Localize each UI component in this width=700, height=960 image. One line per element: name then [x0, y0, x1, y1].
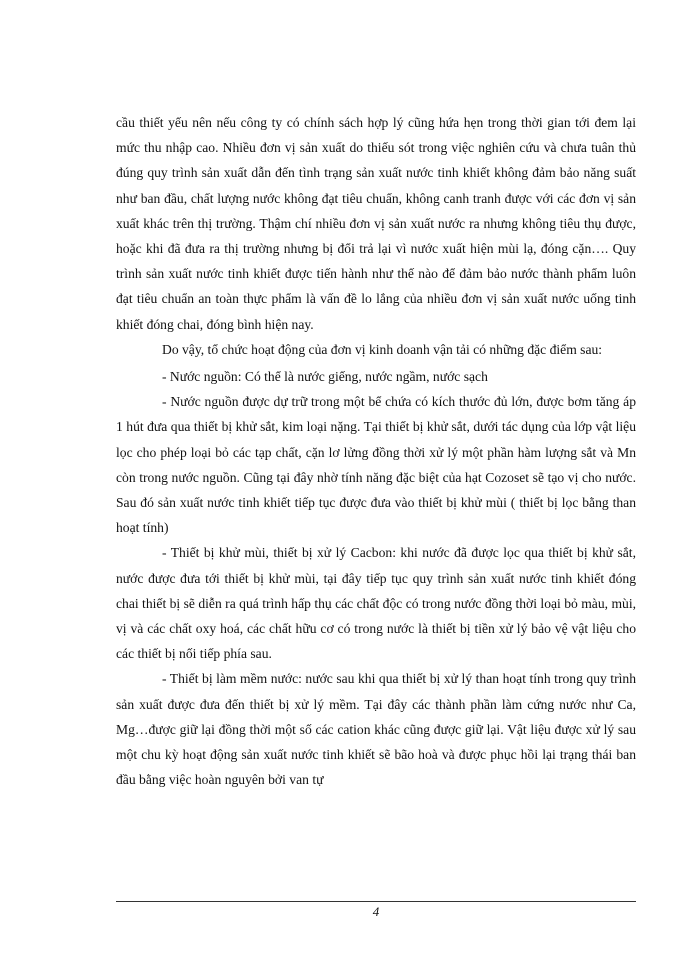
page-number: 4	[372, 904, 380, 919]
paragraph-business-context: cầu thiết yếu nên nếu công ty có chính sách hợp lý cũng hứa hẹn trong thời gian tới đem lại mức thu nhập cao. Nhiều đơn vị sản xuất do thiếu sót trong việc nghiên cứu và chưa tuân thủ đúng quy trình sản xuất dẫn đến tình trạng sản xuất nước tinh khiết không đảm bảo năng suất như ban đầu, chất lượng nước không đạt tiêu chuẩn, không canh tranh được với các đơn vị sản xuất khác trên thị trường. Thậm chí nhiều đơn vị sản xuất nước ra nhưng không tiêu thụ được, hoặc khi đã đưa ra thị trường nhưng bị đổi trả lại vì nước xuất hiện mùi lạ, đóng cặn…. Quy trình sản xuất nước tinh khiết được tiến hành như thế nào để đảm bảo nước thành phẩm luôn đạt tiêu chuẩn an toàn thực phẩm là vấn đề lo lắng của nhiều đơn vị sản xuất nước uống tinh khiết đóng chai, đóng bình hiện nay.	[116, 115, 636, 332]
paragraph-softener: - Thiết bị làm mềm nước: nước sau khi qua thiết bị xử lý than hoạt tính trong quy trình sản xuất được đưa đến thiết bị xử lý mềm. Tại đây các thành phần làm cứng nước như Ca, Mg…được giữ lại đồng thời một số các cation khác cũng được giữ lại. Vật liệu được xử lý sau một chu kỳ hoạt động sản xuất nước tinh khiết sẽ bão hoà và được phục hồi lại trạng thái ban đầu bằng việc hoàn nguyên bởi van tự	[116, 671, 636, 788]
footer-divider	[116, 901, 636, 902]
paragraph-source-water: - Nước nguồn: Có thể là nước giếng, nước ngầm, nước sạch	[162, 369, 488, 385]
document-body	[116, 110, 636, 792]
paragraph-deodorizer: - Thiết bị khử mùi, thiết bị xử lý Cacbon: khi nước đã được lọc qua thiết bị khử sắt, nước được đưa tới thiết bị khử mùi, tại đây tiếp tục quy trình sản xuất nước tinh khiết đóng chai thiết bị sẽ diễn ra quá trình hấp thụ các chất độc có trong nước đồng thời loại bỏ màu, mùi, vị và các chất oxy hoá, các chất hữu cơ có trong nước là thiết bị tiền xử lý bảo vệ vật liệu cho các thiết bị nối tiếp phía sau.	[116, 545, 636, 662]
paragraph-storage-tank: - Nước nguồn được dự trữ trong một bể chứa có kích thước đủ lớn, được bơm tăng áp 1 hút đưa qua thiết bị khử sắt, kim loại nặng. Tại thiết bị khử sắt, dưới tác dụng của lớp vật liệu lọc cho phép loại bỏ các tạp chất, cặn lơ lửng đồng thời xử lý một phần hàm lượng sắt và Mn còn trong nước nguồn. Cũng tại đây nhờ tính năng đặc biệt của hạt Cozoset sẽ tạo vị cho nước. Sau đó sản xuất nước tinh khiết tiếp tục được đưa vào thiết bị khử mùi ( thiết bị lọc bằng than hoạt tính)	[116, 394, 636, 536]
paragraph-organization-features: Do vậy, tổ chức hoạt động của đơn vị kinh doanh vận tải có những đặc điểm sau:	[162, 341, 603, 357]
